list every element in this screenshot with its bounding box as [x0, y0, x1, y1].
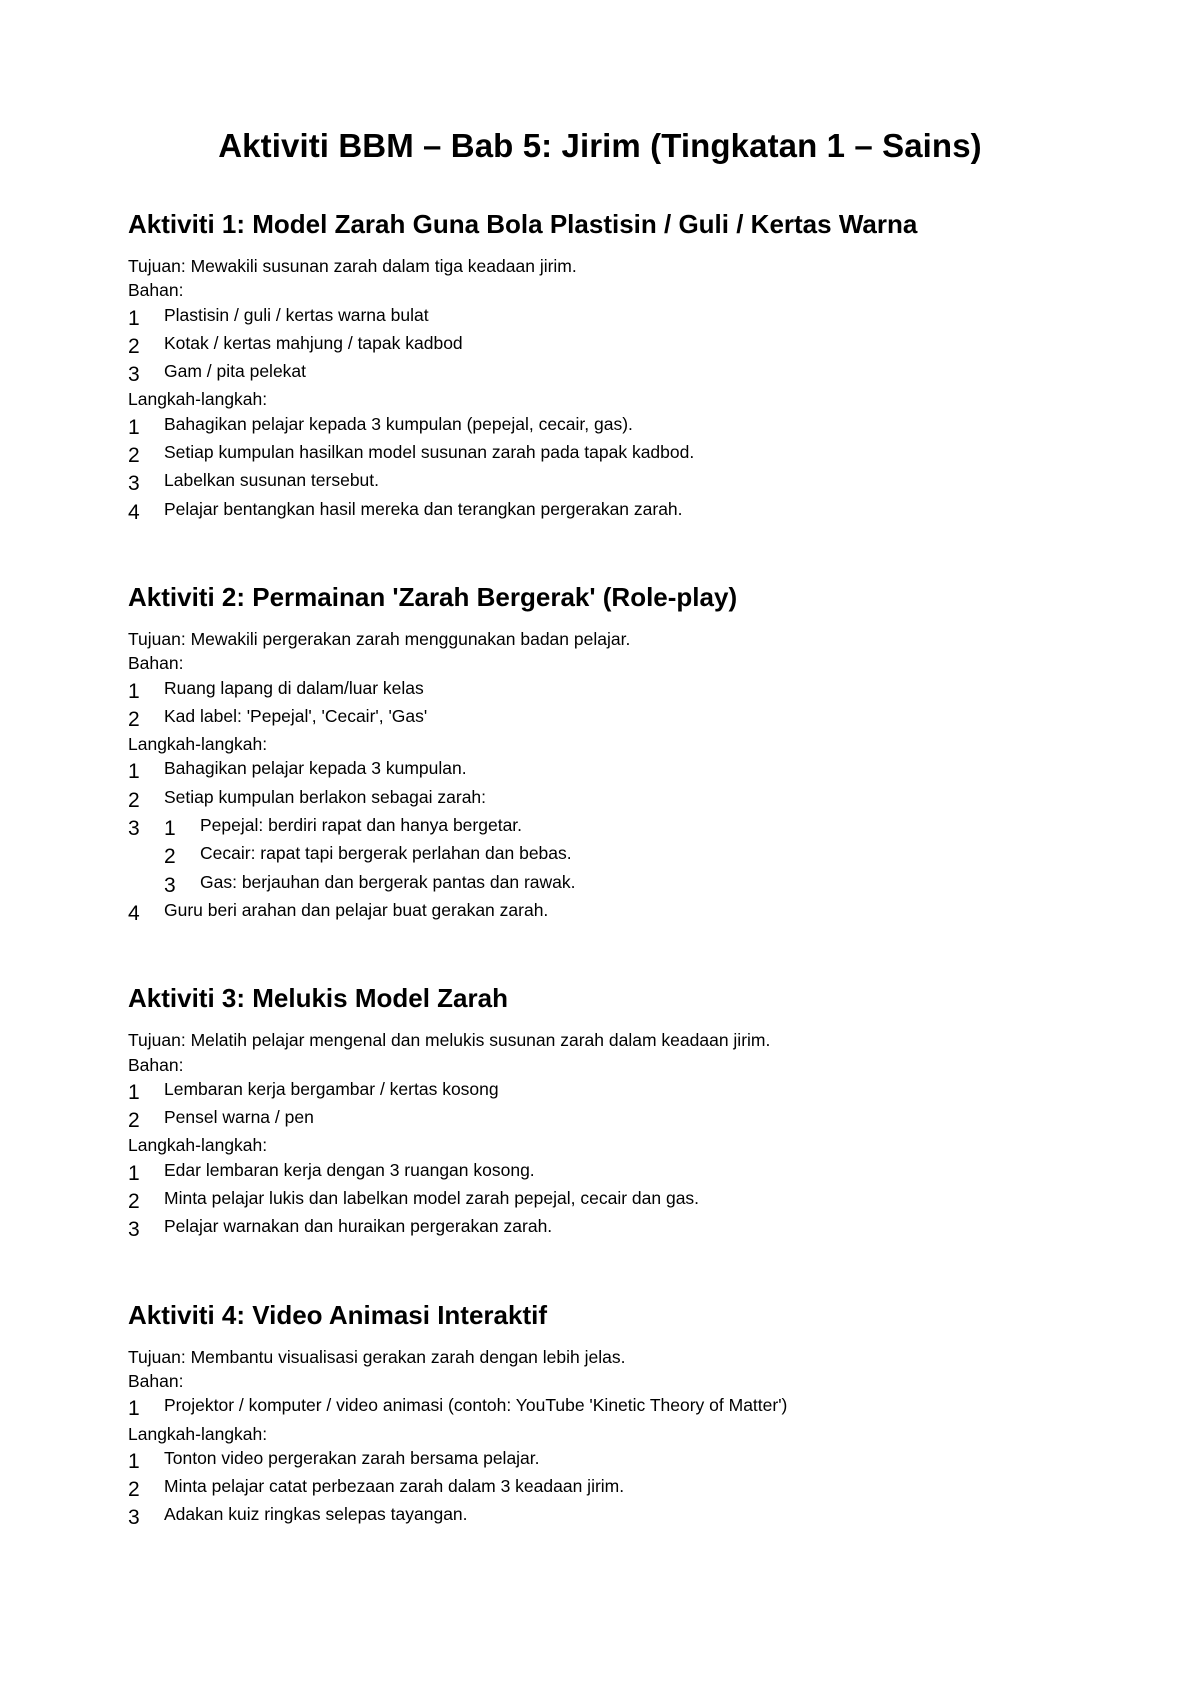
- list-text: Tonton video pergerakan zarah bersama pelajar.: [164, 1447, 540, 1468]
- sub-list-number: 2: [164, 845, 176, 869]
- bahan-label: Bahan:: [128, 653, 184, 674]
- langkah-item: [128, 1158, 1072, 1186]
- sub-list: [164, 813, 1072, 898]
- bahan-label: Bahan:: [128, 1054, 184, 1075]
- list-text: Lembaran kerja bergambar / kertas kosong: [164, 1078, 499, 1099]
- bahan-label: Bahan:: [128, 1370, 184, 1391]
- document-title: Aktiviti BBM – Bab 5: Jirim (Tingkatan 1 – Sains): [218, 127, 982, 164]
- section-heading: Aktiviti 3: Melukis Model Zarah: [128, 983, 508, 1014]
- langkah-list: [128, 1446, 1072, 1531]
- langkah-item: [128, 1474, 1072, 1502]
- list-text: Bahagikan pelajar kepada 3 kumpulan.: [164, 758, 467, 779]
- list-number: 1: [128, 1161, 140, 1185]
- list-number: 3: [128, 817, 140, 841]
- list-number: 3: [128, 1218, 140, 1242]
- list-number: 2: [128, 707, 140, 731]
- list-text: Pensel warna / pen: [164, 1107, 314, 1128]
- tujuan-text: Tujuan: Mewakili pergerakan zarah menggunakan badan pelajar.: [128, 628, 631, 649]
- list-text: Labelkan susunan tersebut.: [164, 470, 380, 491]
- section-heading: Aktiviti 4: Video Animasi Interaktif: [128, 1299, 547, 1330]
- list-number: 1: [128, 415, 140, 439]
- sub-list-text: Cecair: rapat tapi bergerak perlahan dan bebas.: [200, 843, 572, 864]
- list-text: Minta pelajar catat perbezaan zarah dalam 3 keadaan jirim.: [164, 1476, 625, 1497]
- langkah-item: [128, 1446, 1072, 1474]
- list-text: Bahagikan pelajar kepada 3 kumpulan (pepejal, cecair, gas).: [164, 413, 633, 434]
- list-text: Adakan kuiz ringkas selepas tayangan.: [164, 1504, 468, 1525]
- sub-list-item: [164, 841, 1072, 869]
- activity-section-4: [128, 1299, 1072, 1531]
- list-text: Projektor / komputer / video animasi (contoh: YouTube 'Kinetic Theory of Matter'): [164, 1395, 788, 1416]
- langkah-label: Langkah-langkah:: [128, 734, 268, 755]
- bahan-label: Bahan:: [128, 280, 184, 301]
- list-number: 3: [128, 363, 140, 387]
- list-number: 2: [128, 1190, 140, 1214]
- langkah-item: [128, 497, 1072, 525]
- list-number: 1: [128, 679, 140, 703]
- bahan-item: [128, 1105, 1072, 1133]
- sub-list-number: 1: [164, 817, 176, 841]
- bahan-item: [128, 331, 1072, 359]
- list-text: Minta pelajar lukis dan labelkan model zarah pepejal, cecair dan gas.: [164, 1188, 700, 1209]
- list-number: 1: [128, 306, 140, 330]
- langkah-item: [128, 412, 1072, 440]
- list-number: 2: [128, 444, 140, 468]
- list-number: 1: [128, 760, 140, 784]
- tujuan-text: Tujuan: Melatih pelajar mengenal dan melukis susunan zarah dalam keadaan jirim.: [128, 1030, 771, 1051]
- list-number: 1: [128, 1397, 140, 1421]
- sub-list-item: [164, 813, 1072, 841]
- list-text: Setiap kumpulan berlakon sebagai zarah:: [164, 786, 487, 807]
- list-text: Pelajar warnakan dan huraikan pergerakan zarah.: [164, 1216, 553, 1237]
- list-number: 3: [128, 472, 140, 496]
- list-text: Setiap kumpulan hasilkan model susunan zarah pada tapak kadbod.: [164, 442, 695, 463]
- list-number: 4: [128, 500, 140, 524]
- list-text: Pelajar bentangkan hasil mereka dan terangkan pergerakan zarah.: [164, 498, 683, 519]
- langkah-item: [128, 440, 1072, 468]
- bahan-list: [128, 303, 1072, 388]
- list-number: 2: [128, 1478, 140, 1502]
- langkah-item: [128, 1186, 1072, 1214]
- activity-sections: [128, 208, 1072, 1531]
- sub-list-text: Gas: berjauhan dan bergerak pantas dan rawak.: [200, 871, 576, 892]
- langkah-item: [128, 785, 1072, 813]
- activity-section-1: [128, 208, 1072, 525]
- list-number: 1: [128, 1080, 140, 1104]
- langkah-label: Langkah-langkah:: [128, 389, 268, 410]
- list-text: Ruang lapang di dalam/luar kelas: [164, 677, 424, 698]
- bahan-list: [128, 1077, 1072, 1134]
- list-number: 2: [128, 334, 140, 358]
- list-text: Plastisin / guli / kertas warna bulat: [164, 304, 429, 325]
- section-heading: Aktiviti 2: Permainan 'Zarah Bergerak' (Role-play): [128, 581, 738, 612]
- bahan-item: [128, 1077, 1072, 1105]
- list-text: Gam / pita pelekat: [164, 361, 307, 382]
- langkah-list: [128, 756, 1072, 926]
- list-number: 2: [128, 788, 140, 812]
- list-text: Kad label: 'Pepejal', 'Cecair', 'Gas': [164, 705, 428, 726]
- bahan-list: [128, 1393, 1072, 1421]
- bahan-item: [128, 1393, 1072, 1421]
- langkah-label: Langkah-langkah:: [128, 1135, 268, 1156]
- langkah-item: [128, 898, 1072, 926]
- sub-list-number: 3: [164, 873, 176, 897]
- langkah-list: [128, 412, 1072, 525]
- langkah-item: [128, 756, 1072, 784]
- list-number: 3: [128, 1506, 140, 1530]
- langkah-list: [128, 1158, 1072, 1243]
- bahan-item: [128, 359, 1072, 387]
- sub-list-text: Pepejal: berdiri rapat dan hanya bergetar.: [200, 815, 523, 836]
- list-text: Guru beri arahan dan pelajar buat gerakan zarah.: [164, 899, 549, 920]
- list-number: 4: [128, 901, 140, 925]
- sub-list-item: [164, 870, 1072, 898]
- langkah-label: Langkah-langkah:: [128, 1423, 268, 1444]
- list-text: Edar lembaran kerja dengan 3 ruangan kosong.: [164, 1159, 535, 1180]
- bahan-item: [128, 676, 1072, 704]
- document-page: [128, 126, 1072, 1587]
- langkah-item: [128, 1214, 1072, 1242]
- bahan-item: [128, 704, 1072, 732]
- langkah-item: [128, 813, 1072, 898]
- list-text: Kotak / kertas mahjung / tapak kadbod: [164, 332, 463, 353]
- activity-section-2: [128, 581, 1072, 926]
- bahan-list: [128, 676, 1072, 733]
- tujuan-text: Tujuan: Mewakili susunan zarah dalam tiga keadaan jirim.: [128, 256, 577, 276]
- langkah-item: [128, 468, 1072, 496]
- section-heading: Aktiviti 1: Model Zarah Guna Bola Plastisin / Guli / Kertas Warna: [128, 209, 918, 239]
- langkah-item: [128, 1502, 1072, 1530]
- tujuan-text: Tujuan: Membantu visualisasi gerakan zarah dengan lebih jelas.: [128, 1346, 626, 1367]
- bahan-item: [128, 303, 1072, 331]
- list-number: 2: [128, 1109, 140, 1133]
- list-number: 1: [128, 1449, 140, 1473]
- activity-section-3: [128, 982, 1072, 1242]
